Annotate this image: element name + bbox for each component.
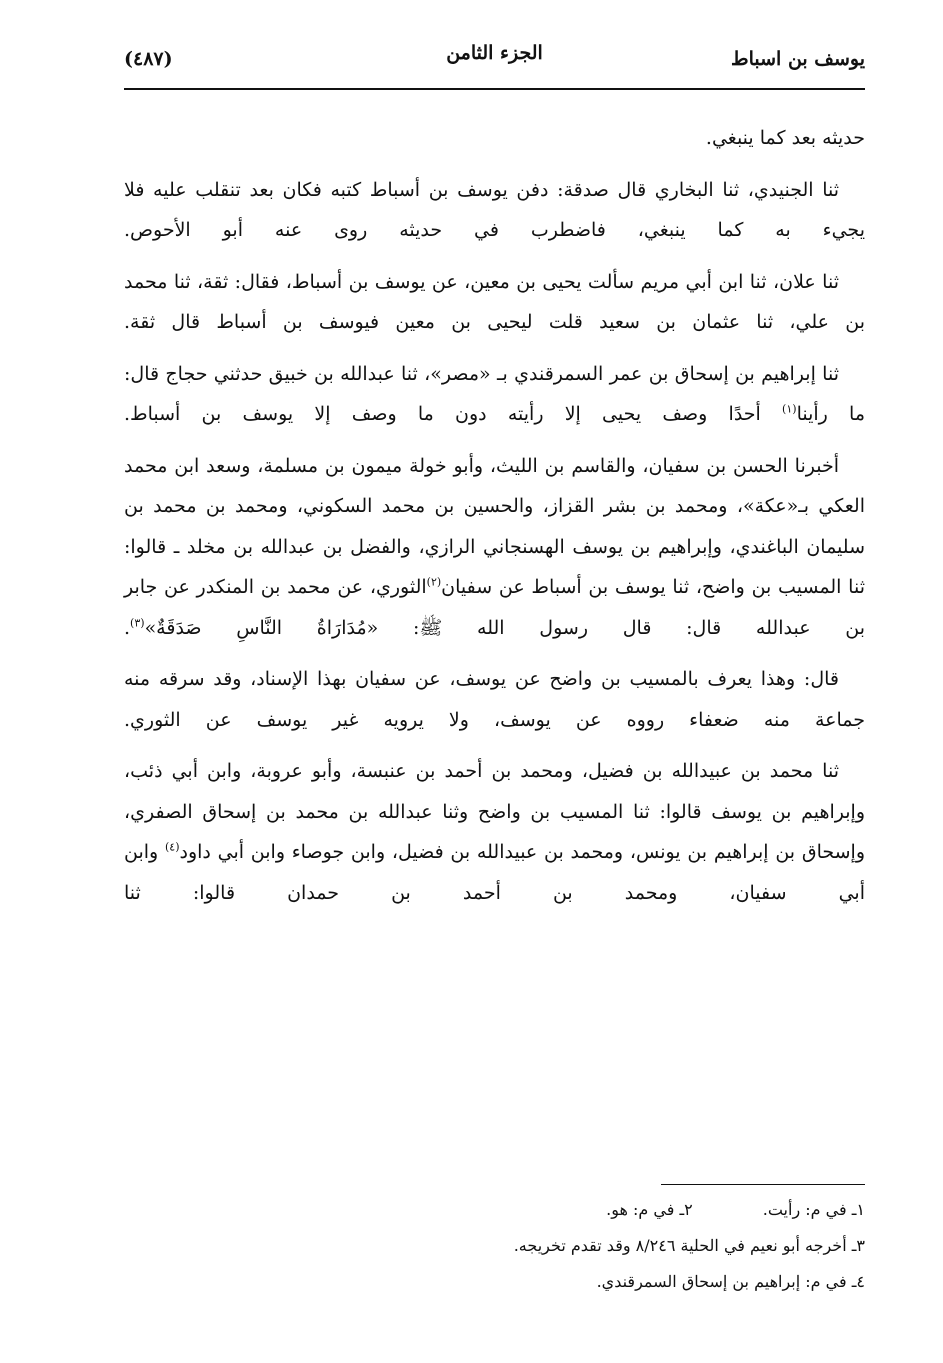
footnote-rule — [661, 1184, 865, 1185]
footnote: ١ـ في م: رأيت. — [762, 1200, 865, 1219]
paragraph: ثنا الجنيدي، ثنا البخاري قال صدقة: دفن يوسف بن أسباط كتبه فكان بعد تنقلب عليه فلا يجيء به كما ينبغي، فاضطرب في حديثه روى عنه أبو الأحوص. — [124, 178, 865, 241]
main-text — [124, 118, 865, 924]
footnote: ٢ـ في م: هو. — [606, 1200, 693, 1219]
footnote: ٣ـ أخرجه أبو نعيم في الحلية ٨/٢٤٦ وقد تقدم تخريجه. — [513, 1236, 865, 1255]
running-title: يوسف بن اسباط — [731, 48, 865, 70]
footnote-mark: (١) — [782, 402, 797, 416]
page-number: (٤٨٧) — [124, 48, 173, 70]
paragraph: أخبرنا الحسن بن سفيان، والقاسم بن الليث، وأبو خولة ميمون بن مسلمة، وسعد ابن محمد العكي بـ«عكة»، ومحمد بن بشر القزاز، والحسين بن محمد السكوني، ومحمد بن محمد بن سليمان الباغندي، وإبراهيم بن يوسف الهسنجاني الرازي، والفضل بن عبدالله بن مخلد ـ قالوا: ثنا المسيب بن واضح، ثنا يوسف بن أسباط عن سفيان$^{(٢)}$الثوري، عن محمد بن المنكدر عن جابر بن عبدالله قال: قال رسول الله ﷺ: «مُدَارَاةُ النَّاسِ صَدَقَةٌ»$^{(٣)}$. — [124, 454, 865, 639]
footnote-row — [124, 1228, 865, 1264]
paragraph: حديثه بعد كما ينبغي. — [705, 127, 865, 149]
footnote-mark: (٤) — [164, 840, 180, 854]
paragraph: ثنا إبراهيم بن إسحاق بن عمر السمرقندي بـ «مصر»، ثنا عبدالله بن خبيق حدثني حجاج قال: ما رأينا$^{(١)}$ أحدًا وصف يحيى إلا رأيته دون ما وصف إلا يوسف بن أسباط. — [124, 362, 865, 425]
footnote-mark: (٢) — [426, 575, 442, 589]
page-header — [124, 36, 865, 80]
paragraph: ثنا محمد بن عبيدالله بن فضيل، ومحمد بن أحمد بن عنبسة، وأبو عروبة، وابن أبي ذئب، وإبراهيم بن يوسف قالوا: ثنا المسيب بن واضح وثنا عبدالله بن محمد بن إسحاق الصفري، وإسحاق بن إبراهيم بن يونس، ومحمد بن عبيدالله بن فضيل، وابن جوصاء وابن أبي داود$^{(٤)}$ وابن أبي سفيان، ومحمد بن أحمد بن حمدان قالوا: ثنا — [124, 760, 865, 904]
footnote-mark: (٣) — [130, 616, 145, 630]
header-rule — [124, 88, 865, 90]
footnote-row — [124, 1264, 865, 1300]
part-title: الجزء الثامن — [446, 42, 543, 64]
footnotes — [124, 1192, 865, 1300]
footnote-row — [124, 1192, 865, 1228]
footnote: ٤ـ في م: إبراهيم بن إسحاق السمرقندي. — [596, 1272, 865, 1291]
paragraph: ثنا علان، ثنا ابن أبي مريم سألت يحيى بن معين، عن يوسف بن أسباط، فقال: ثقة، ثنا محمد بن علي، ثنا عثمان بن سعيد قلت ليحيى بن معين فيوسف بن أسباط قال ثقة. — [124, 270, 865, 333]
paragraph: قال: وهذا يعرف بالمسيب بن واضح عن يوسف، عن سفيان بهذا الإسناد، وقد سرقه منه جماعة منه ضعفاء رووه عن يوسف، ولا يرويه غير يوسف عن الثوري. — [124, 668, 865, 731]
